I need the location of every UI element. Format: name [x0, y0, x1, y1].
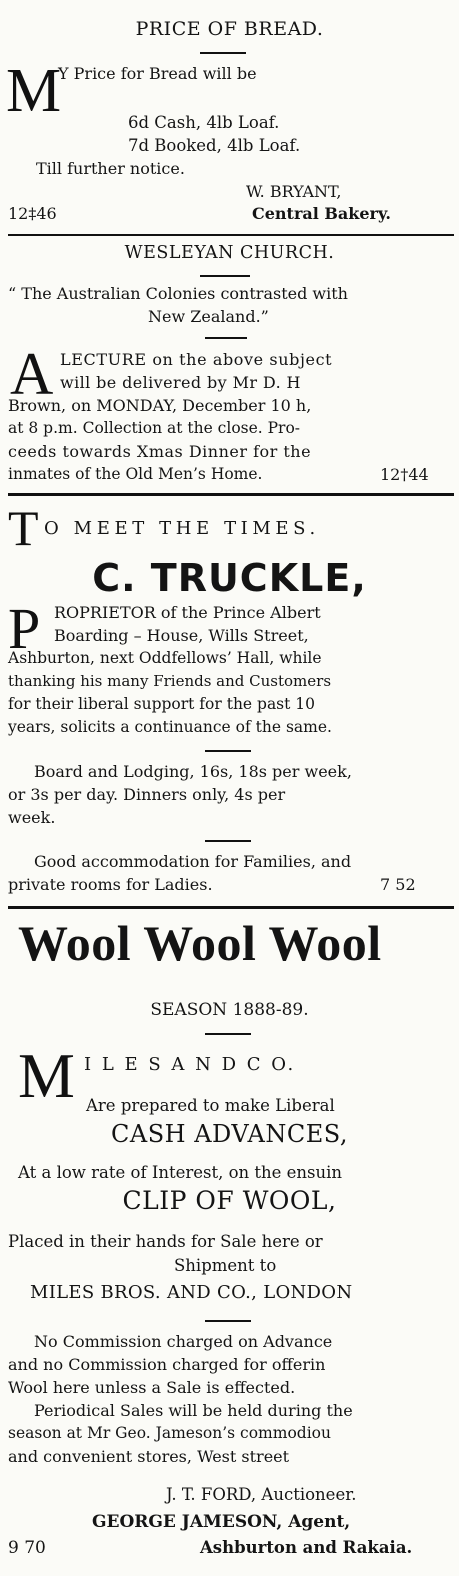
truckle-board-3: week. — [8, 808, 56, 827]
bread-line-3: 7d Booked, 4lb Loaf. — [128, 136, 301, 155]
wool-line-5: Placed in their hands for Sale here or — [8, 1232, 323, 1251]
wesleyan-divider-2 — [205, 337, 247, 339]
bread-business: Central Bakery. — [252, 204, 391, 223]
bread-signature: W. BRYANT, — [246, 182, 342, 201]
bread-line-2: 6d Cash, 4lb Loaf. — [128, 113, 280, 132]
wesleyan-subtitle-2: New Zealand.” — [148, 307, 269, 326]
wesleyan-code: 12†44 — [380, 465, 429, 484]
truckle-board-2: or 3s per day. Dinners only, 4s per — [8, 785, 286, 804]
truckle-heading: O MEET THE TIMES. — [44, 518, 320, 539]
truckle-line-1: ROPRIETOR of the Prince Albert — [54, 603, 321, 622]
bread-code: 12‡46 — [8, 204, 57, 223]
wool-line-4: CLIP OF WOOL, — [122, 1186, 337, 1215]
wesleyan-line-3: Brown, on MONDAY, December 10 h, — [8, 396, 312, 415]
wool-line-6: Shipment to — [174, 1256, 277, 1275]
bread-drop-cap: M — [6, 57, 62, 125]
wool-auctioneer: J. T. FORD, Auctioneer. — [166, 1485, 357, 1504]
truckle-para-drop-cap: P — [8, 596, 41, 661]
wesleyan-line-4: at 8 p.m. Collection at the close. Pro- — [8, 419, 301, 437]
wool-line-1: Are prepared to make Liberal — [86, 1096, 335, 1115]
wesleyan-line-6: inmates of the Old Men’s Home. — [8, 465, 263, 483]
truckle-drop-cap: T — [8, 500, 39, 556]
truckle-code: 7 52 — [380, 875, 416, 894]
wool-sales-3: and convenient stores, West street — [8, 1447, 290, 1466]
wesleyan-drop-cap: A — [10, 341, 54, 407]
wool-line-3: At a low rate of Interest, on the ensuin — [18, 1163, 343, 1182]
truckle-line-6: years, solicits a continuance of the same. — [8, 718, 332, 736]
wool-sales-1: Periodical Sales will be held during the — [34, 1401, 353, 1420]
wool-drop-cap: M — [18, 1040, 75, 1111]
truckle-line-2: Boarding – House, Wills Street, — [54, 626, 309, 645]
wesleyan-divider — [200, 275, 250, 277]
wool-comm-2: and no Commission charged for offerin — [8, 1355, 326, 1374]
wool-places: Ashburton and Rakaia. — [200, 1538, 413, 1557]
wesleyan-line-5: ceeds towards Xmas Dinner for the — [8, 442, 312, 461]
wool-code: 9 70 — [8, 1538, 46, 1558]
truckle-name: C. TRUCKLE, — [92, 556, 367, 600]
wool-season: SEASON 1888-89. — [150, 1000, 309, 1020]
section-rule — [8, 234, 454, 236]
bread-line-4: Till further notice. — [36, 159, 185, 178]
wool-line-2: CASH ADVANCES, — [111, 1120, 348, 1148]
wesleyan-line-2: will be delivered by Mr D. H — [60, 373, 301, 392]
wool-sales-2: season at Mr Geo. Jameson’s commodiou — [8, 1424, 331, 1442]
truckle-board-1: Board and Lodging, 16s, 18s per week, — [34, 762, 352, 781]
truckle-accom-2: private rooms for Ladies. — [8, 875, 213, 894]
wool-firm: I L E S A N D C O. — [84, 1054, 296, 1075]
truckle-divider-2 — [205, 840, 251, 842]
truckle-line-4: thanking his many Friends and Customers — [8, 672, 332, 690]
bread-heading: PRICE OF BREAD. — [135, 18, 324, 40]
wool-headline: Wool Wool Wool — [18, 915, 382, 971]
truckle-line-3: Ashburton, next Oddfellows’ Hall, while — [8, 649, 322, 667]
wool-comm-3: Wool here unless a Sale is effected. — [8, 1378, 296, 1397]
truckle-line-5: for their liberal support for the past 10 — [8, 695, 316, 713]
wool-comm-1: No Commission charged on Advance — [34, 1332, 333, 1351]
bread-line-1: Y Price for Bread will be — [58, 64, 257, 83]
wool-agent: GEORGE JAMESON, Agent, — [92, 1512, 351, 1532]
wesleyan-heading: WESLEYAN CHURCH. — [124, 243, 335, 263]
wool-line-7: MILES BROS. AND CO., LONDON — [30, 1282, 353, 1303]
wesleyan-subtitle-1: “ The Australian Colonies contrasted with — [8, 284, 348, 303]
wool-divider-2 — [205, 1320, 251, 1322]
truckle-divider — [205, 750, 251, 752]
bread-divider — [200, 52, 246, 54]
wool-divider — [205, 1033, 251, 1035]
wesleyan-line-1: LECTURE on the above subject — [60, 350, 333, 369]
truckle-accom-1: Good accommodation for Families, and — [34, 852, 352, 871]
section-rule — [8, 493, 454, 496]
section-rule — [8, 906, 454, 909]
